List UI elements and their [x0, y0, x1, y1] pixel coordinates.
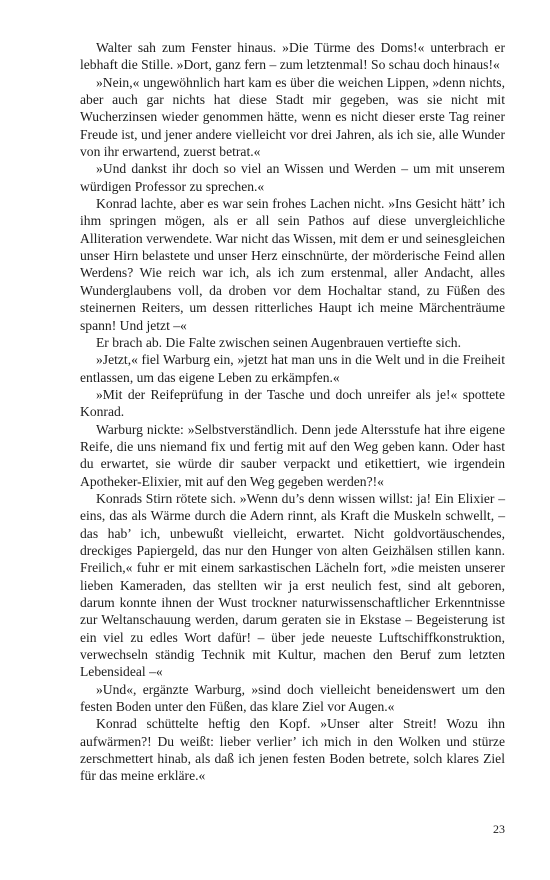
paragraph: »Jetzt,« fiel Warburg ein, »jetzt hat man uns in die Welt und in die Freiheit entlassen, um das eigene Leben zu erkämpfen.«: [80, 352, 505, 385]
paragraph: Er brach ab. Die Falte zwischen seinen Augenbrauen vertiefte sich.: [96, 334, 461, 350]
paragraph: »Und dankst ihr doch so viel an Wissen und Werden – um mit unserem würdigen Professor zu sprechen.«: [80, 161, 505, 194]
paragraph: Warburg nickte: »Selbstverständlich. Denn jede Altersstufe hat ihre eigene Reife, die uns niemand fix und fertig mit auf den Weg geben kann. Oder hast du erwartet, sie würde dir sauber verpackt und etikettiert, wie irgendein Apotheker-Elixier, mit auf den Weg gegeben werden?!«: [80, 421, 505, 489]
paragraph: »Mit der Reifeprüfung in der Tasche und doch unreifer als je!« spottete Konrad.: [80, 386, 505, 420]
paragraph: Konrads Stirn rötete sich. »Wenn du’s denn wissen willst: ja! Ein Elixier – eins, das als Wärme durch die Adern rinnt, als Kraft die Muskeln schwellt, – das hab’ ich, unbewußt vielleicht, erwartet. Nicht goldvortäuschendes, dreckiges Papiergeld, das nur den Hunger von alten Geizhälsen stillen kann. Freilich,« fuhr er mit einem sarkastischen Lächeln fort, »die meisten unserer lieben Kameraden, das stellten wir ja erst neulich fest, sind alt geboren, darum konnte ihnen der Wust trockner naturwissenschaftlicher Erkenntnisse zur Weltanschauung werden, darum geraten sie in Ekstase – Begeisterung ist ein viel zu edles Wort dafür! – über jede neueste Luftschiffkonstruktion, verwechseln ständig Technik mit Kultur, machen den Beruf zum letzten Lebensideal –«: [80, 490, 505, 680]
paragraph: Konrad lachte, aber es war sein frohes Lachen nicht. »Ins Gesicht hätt’ ich ihm springen mögen, als er all sein Pathos auf diese unvergleichliche Alliteration verwendete. War nicht das Wissen, mit dem er und seinesgleichen unser Hirn belastete und unser Herz einschnürte, der mörderische Feind allen Werdens? Wie reich war ich, als ich zum erstenmal, aller Andacht, alles Wunderglaubens voll, da droben vor dem Hochaltar stand, zu Füßen des steinernen Reiters, um dessen ritterliches Haupt ich meine Märchenträume spann! Und jetzt –«: [80, 196, 505, 333]
paragraph: »Nein,« ungewöhnlich hart kam es über die weichen Lippen, »denn nichts, aber auch gar nichts hat diese Stadt mir gegeben, was sie nicht mit Wucherzinsen wieder genommen hätte, wenn es nicht dieser erste Tag reiner Freude ist, und jener andere vielleicht vor drei Jahren, als ich sie, alle Wunder von ihr erwartend, zuerst betrat.«: [80, 74, 505, 160]
paragraph: Konrad schüttelte heftig den Kopf. »Unser alter Streit! Wozu ihn aufwärmen?! Du weißt: lieber verlier’ ich mich in den Wolken und stürze zerschmettert hinab, als daß ich jenen festen Boden betrete, solch klares Ziel für das meine erkläre.«: [80, 716, 505, 784]
paragraph: Walter sah zum Fenster hinaus. »Die Türme des Doms!« unterbrach er lebhaft die Stille. »Dort, ganz fern – zum letztenmal! So schau doch hinaus!«: [80, 40, 505, 73]
page-body: [80, 39, 505, 785]
paragraph: »Und«, ergänzte Warburg, »sind doch vielleicht beneidenswert um den festen Boden unter den Füßen, das klare Ziel vor Augen.«: [80, 681, 505, 715]
page-number: 23: [493, 822, 505, 836]
